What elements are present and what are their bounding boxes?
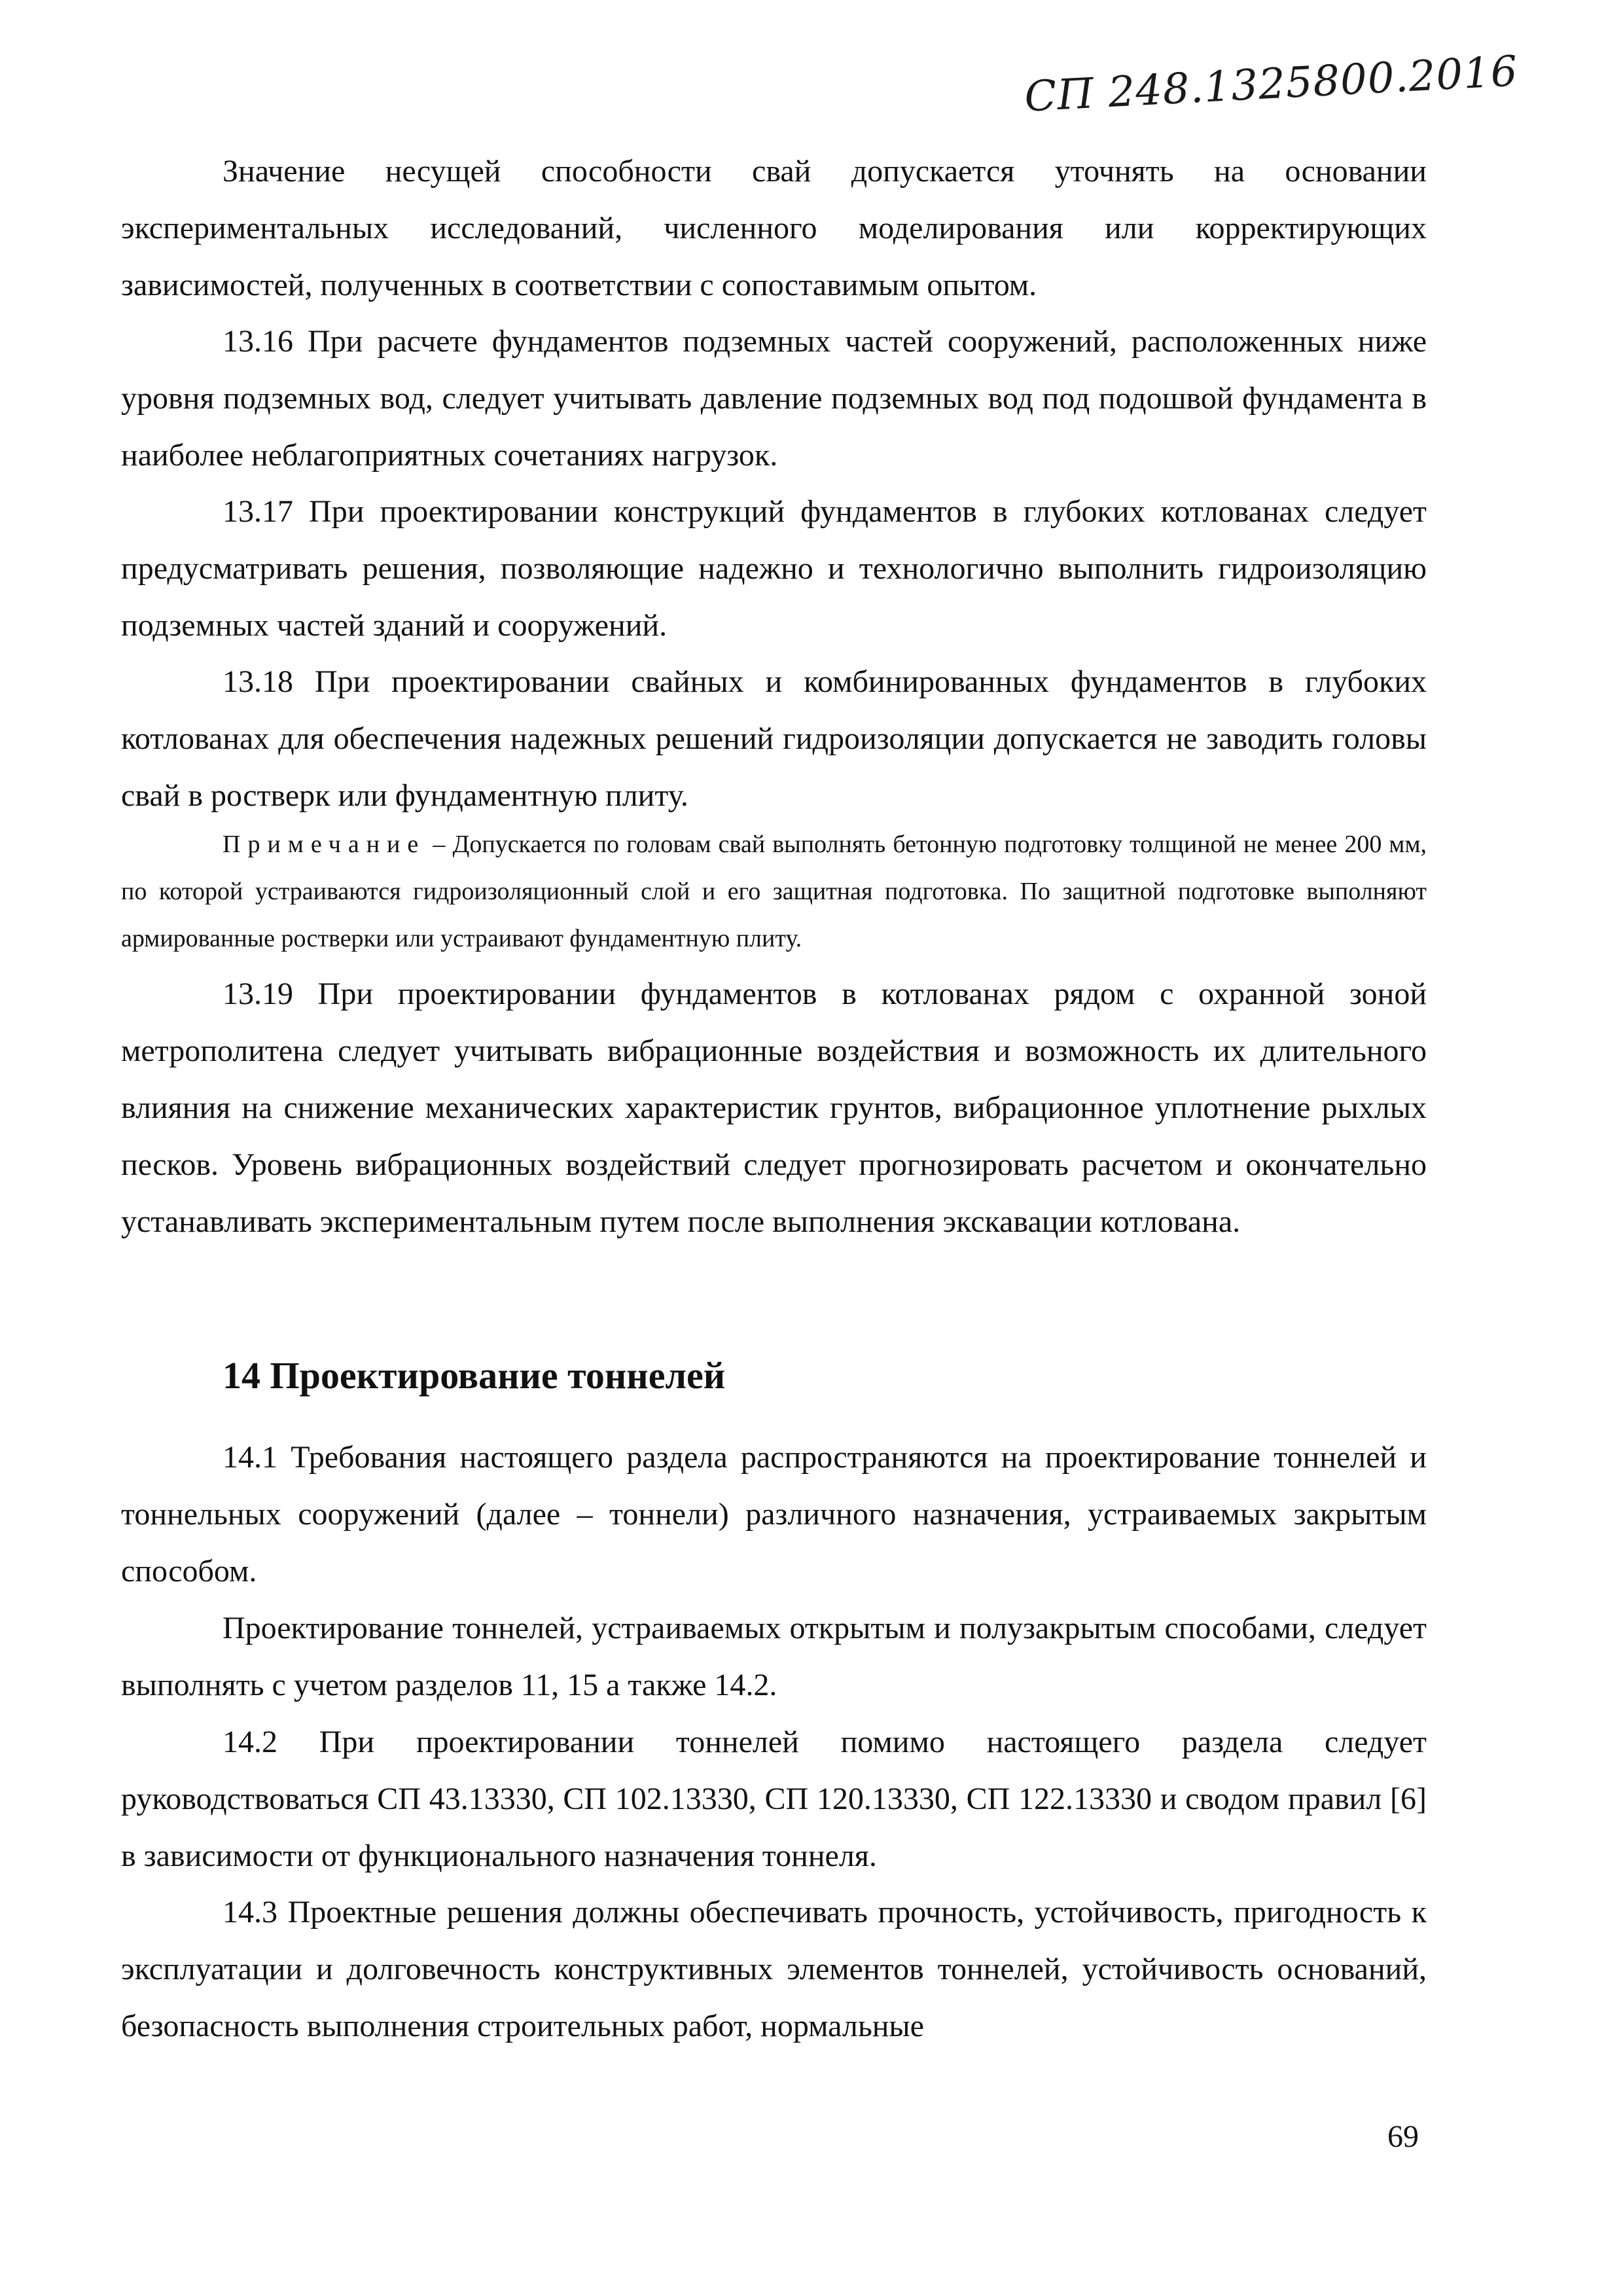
paragraph-14-1-open-method: Проектирование тоннелей, устраиваемых открытым и полузакрытым способами, следует выполнять с учетом разделов 11, 15 а также 14.2. bbox=[121, 1611, 1427, 1702]
note-dash: – bbox=[425, 831, 453, 858]
note-block bbox=[121, 821, 1427, 962]
paragraph-intro: Значение несущей способности свай допускается уточнять на основании экспериментальных исследований, численного моделирования или корректирующих зависимостей, полученных в соответствии с сопоставимым опытом. bbox=[121, 154, 1427, 302]
paragraph-14-1: 14.1 Требования настоящего раздела распространяются на проектирование тоннелей и тоннельных сооружений (далее – тоннели) различного назначения, устраиваемых закрытым способом. bbox=[121, 1440, 1427, 1588]
note-text: Допускается по головам свай выполнять бетонную подготовку толщиной не менее 200 мм, по которой устраиваются гидроизоляционный слой и его защитная подготовка. По защитной подготовке выполняют армированные ростверки или устраивают фундаментную плиту. bbox=[121, 831, 1427, 952]
paragraph-13-16: 13.16 При расчете фундаментов подземных частей сооружений, расположенных ниже уровня подземных вод, следует учитывать давление подземных вод под подошвой фундамента в наиболее неблагоприятных сочетаниях нагрузок. bbox=[121, 324, 1427, 473]
paragraph-13-17: 13.17 При проектировании конструкций фундаментов в глубоких котлованах следует предусматривать решения, позволяющие надежно и технологично выполнить гидроизоляцию подземных частей зданий и сооружений. bbox=[121, 494, 1427, 643]
handwritten-document-code: СП 248.1325800.2016 bbox=[1023, 47, 1520, 122]
paragraph-13-19: 13.19 При проектировании фундаментов в котлованах рядом с охранной зоной метрополитена следует учитывать вибрационные воздействия и возможность их длительного влияния на снижение механических характеристик грунтов, вибрационное уплотнение рыхлых песков. Уровень вибрационных воздействий следует прогнозировать расчетом и окончательно устанавливать экспериментальным путем после выполнения экскавации котлована. bbox=[121, 977, 1427, 1239]
section-heading: 14 Проектирование тоннелей bbox=[223, 1354, 726, 1397]
page-number: 69 bbox=[1387, 2119, 1419, 2154]
paragraph-14-2: 14.2 При проектировании тоннелей помимо настоящего раздела следует руководствоваться СП 43.13330, СП 102.13330, СП 120.13330, СП 122.13330 и сводом правил [6] в зависимости от функционального назначения тоннеля. bbox=[121, 1725, 1427, 1873]
note-label: Примечание bbox=[223, 831, 426, 858]
paragraph-13-18: 13.18 При проектировании свайных и комбинированных фундаментов в глубоких котлованах для обеспечения надежных решений гидроизоляции допускается не заводить головы свай в ростверк или фундаментную плиту. bbox=[121, 664, 1427, 813]
paragraph-14-3: 14.3 Проектные решения должны обеспечивать прочность, устойчивость, пригодность к эксплуатации и долговечность конструктивных элементов тоннелей, устойчивость оснований, безопасность выполнения строительных работ, нормальные bbox=[121, 1895, 1427, 2043]
